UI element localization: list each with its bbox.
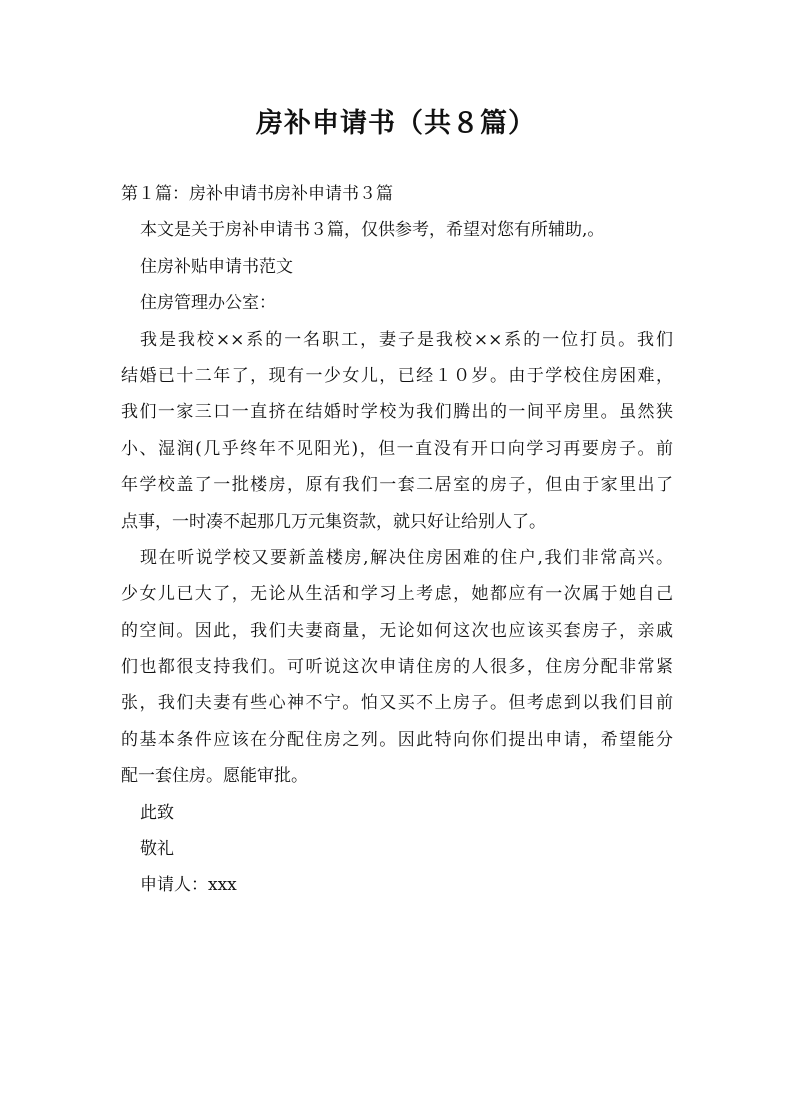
closing-salute: 敬礼 [140, 839, 174, 860]
document-body [121, 176, 673, 904]
paragraph-line: 的空间。因此，我们夫妻商量，无论如何这次也应该买套房子，亲戚 [121, 620, 673, 641]
closing-greeting: 此致 [140, 802, 174, 823]
salutation: 住房管理办公室： [140, 293, 276, 314]
paragraph-line: 张，我们夫妻有些心神不宁。怕又买不上房子。但考虑到以我们目前 [121, 693, 673, 714]
chapter-heading: 第１篇：房补申请书房补申请书３篇 [121, 184, 393, 204]
paragraph-line: 配一套住房。愿能审批。 [121, 766, 308, 787]
intro-paragraph: 本文是关于房补申请书３篇，仅供参考，希望对您有所辅助,。 [140, 220, 605, 241]
applicant-signature: 申请人：xxx [140, 875, 237, 896]
paragraph-line: 结婚已十二年了，现有一少女儿，已经１０岁。由于学校住房困难， [121, 365, 673, 386]
paragraph-2 [121, 540, 673, 795]
paragraph-line: 的基本条件应该在分配住房之列。因此特向你们提出申请，希望能分 [121, 729, 673, 750]
paragraph-1 [121, 322, 673, 540]
paragraph-line: 们也都很支持我们。可听说这次申请住房的人很多，住房分配非常紧 [121, 657, 673, 678]
paragraph-line: 我是我校××系的一名职工，妻子是我校××系的一位打员。我们 [140, 329, 673, 350]
paragraph-line: 少女儿已大了，无论从生活和学习上考虑，她都应有一次属于她自己 [121, 584, 673, 605]
paragraph-line: 小、湿润(几乎终年不见阳光)，但一直没有开口向学习再要房子。前 [121, 438, 673, 459]
paragraph-line: 现在听说学校又要新盖楼房,解决住房困难的住户,我们非常高兴。 [140, 547, 673, 568]
subtitle: 住房补贴申请书范文 [140, 256, 293, 277]
paragraph-line: 我们一家三口一直挤在结婚时学校为我们腾出的一间平房里。虽然狭 [121, 402, 673, 423]
paragraph-line: 点事，一时凑不起那几万元集资款，就只好让给别人了。 [121, 511, 546, 532]
document-title: 房补申请书（共８篇） [256, 108, 536, 139]
paragraph-line: 年学校盖了一批楼房，原有我们一套二居室的房子，但由于家里出了 [121, 475, 673, 496]
